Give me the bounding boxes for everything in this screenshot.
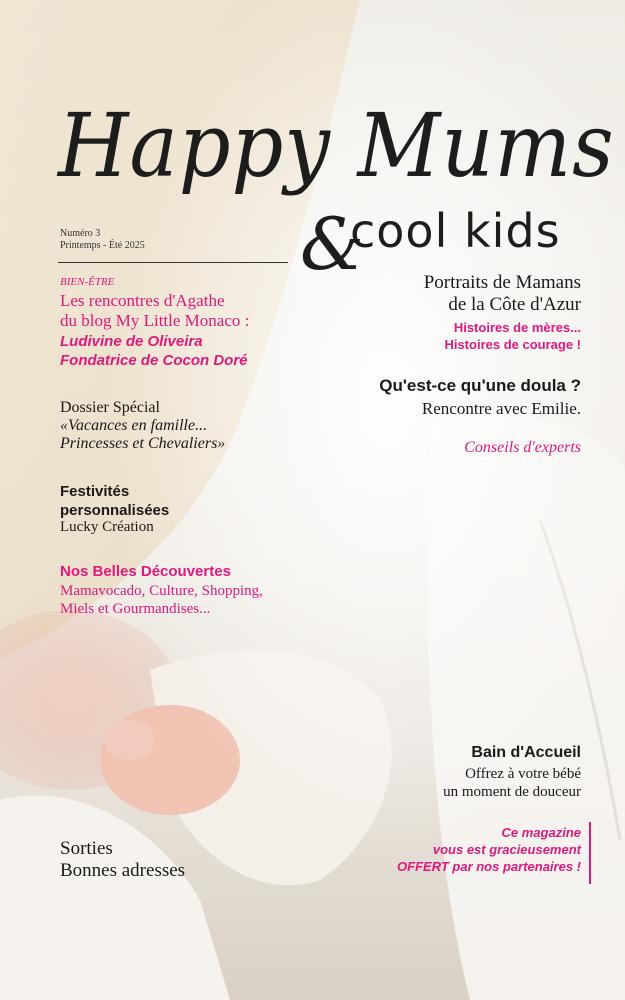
- doula-title: Qu'est-ce qu'une doula ?: [379, 376, 581, 395]
- festivites-title2: personnalisées: [60, 502, 170, 519]
- decouvertes-title: Nos Belles Découvertes: [60, 563, 231, 580]
- bain-line1: Offrez à votre bébé: [465, 766, 581, 782]
- bain-title: Bain d'Accueil: [471, 744, 581, 761]
- dossier-title: Dossier Spécial: [60, 399, 160, 416]
- masthead-title: Happy Mums: [58, 94, 615, 197]
- offert-line3: OFFERT par nos partenaires !: [397, 859, 581, 874]
- doula-sub: Rencontre avec Emilie.: [421, 399, 581, 418]
- portraits-title: [424, 272, 581, 316]
- sorties-line1: Sorties: [60, 838, 113, 859]
- conseils-experts: Conseils d'experts: [464, 439, 581, 456]
- masthead-subtitle: cool kids: [350, 204, 561, 258]
- portraits-line1: Portraits de Mamans: [423, 272, 581, 293]
- festivites-sub: Lucky Création: [60, 519, 154, 535]
- issue-number: Numéro 3: [60, 228, 101, 239]
- bienetre-line1: Les rencontres d'Agathe: [60, 291, 225, 310]
- dossier-line1: «Vacances en famille...: [60, 417, 208, 434]
- decouvertes-line2: Miels et Gourmandises...: [60, 601, 211, 617]
- portraits-pink1: Histoires de mères...: [453, 320, 581, 335]
- portraits-pink2: Histoires de courage !: [444, 337, 581, 352]
- dossier-section: [60, 399, 225, 453]
- masthead-ampersand: &: [300, 202, 365, 286]
- offert-line2: vous est gracieusement: [432, 842, 581, 857]
- festivites-title: [60, 482, 169, 520]
- bienetre-name2: Fondatrice de Cocon Doré: [60, 352, 248, 369]
- bienetre-kicker: BIEN-ÊTRE: [60, 276, 115, 288]
- portraits-pink: [444, 319, 581, 353]
- sorties-line2: Bonnes adresses: [60, 860, 186, 881]
- bienetre-name1: Ludivine de Oliveira: [60, 333, 203, 350]
- offert-line1: Ce magazine: [501, 825, 581, 840]
- bain-lines: [443, 765, 581, 801]
- bienetre-names: [60, 332, 248, 370]
- issue-info: [60, 228, 145, 252]
- bienetre-line2: du blog My Little Monaco :: [60, 311, 250, 330]
- festivites-title1: Festivités: [60, 483, 130, 500]
- decouvertes-lines: [60, 582, 263, 618]
- decouvertes-line1: Mamavocado, Culture, Shopping,: [60, 583, 263, 599]
- bienetre-intro: [60, 291, 249, 331]
- sorties-section: [60, 838, 185, 882]
- issue-divider: [58, 262, 288, 263]
- issue-season: Printemps - Été 2025: [60, 240, 145, 251]
- dossier-line2: Princesses et Chevaliers»: [60, 435, 226, 452]
- portraits-line2: de la Côte d'Azur: [448, 294, 581, 315]
- offert-notice: [397, 824, 581, 875]
- offert-accent-rule: [589, 822, 591, 884]
- bain-line2: un moment de douceur: [443, 784, 581, 800]
